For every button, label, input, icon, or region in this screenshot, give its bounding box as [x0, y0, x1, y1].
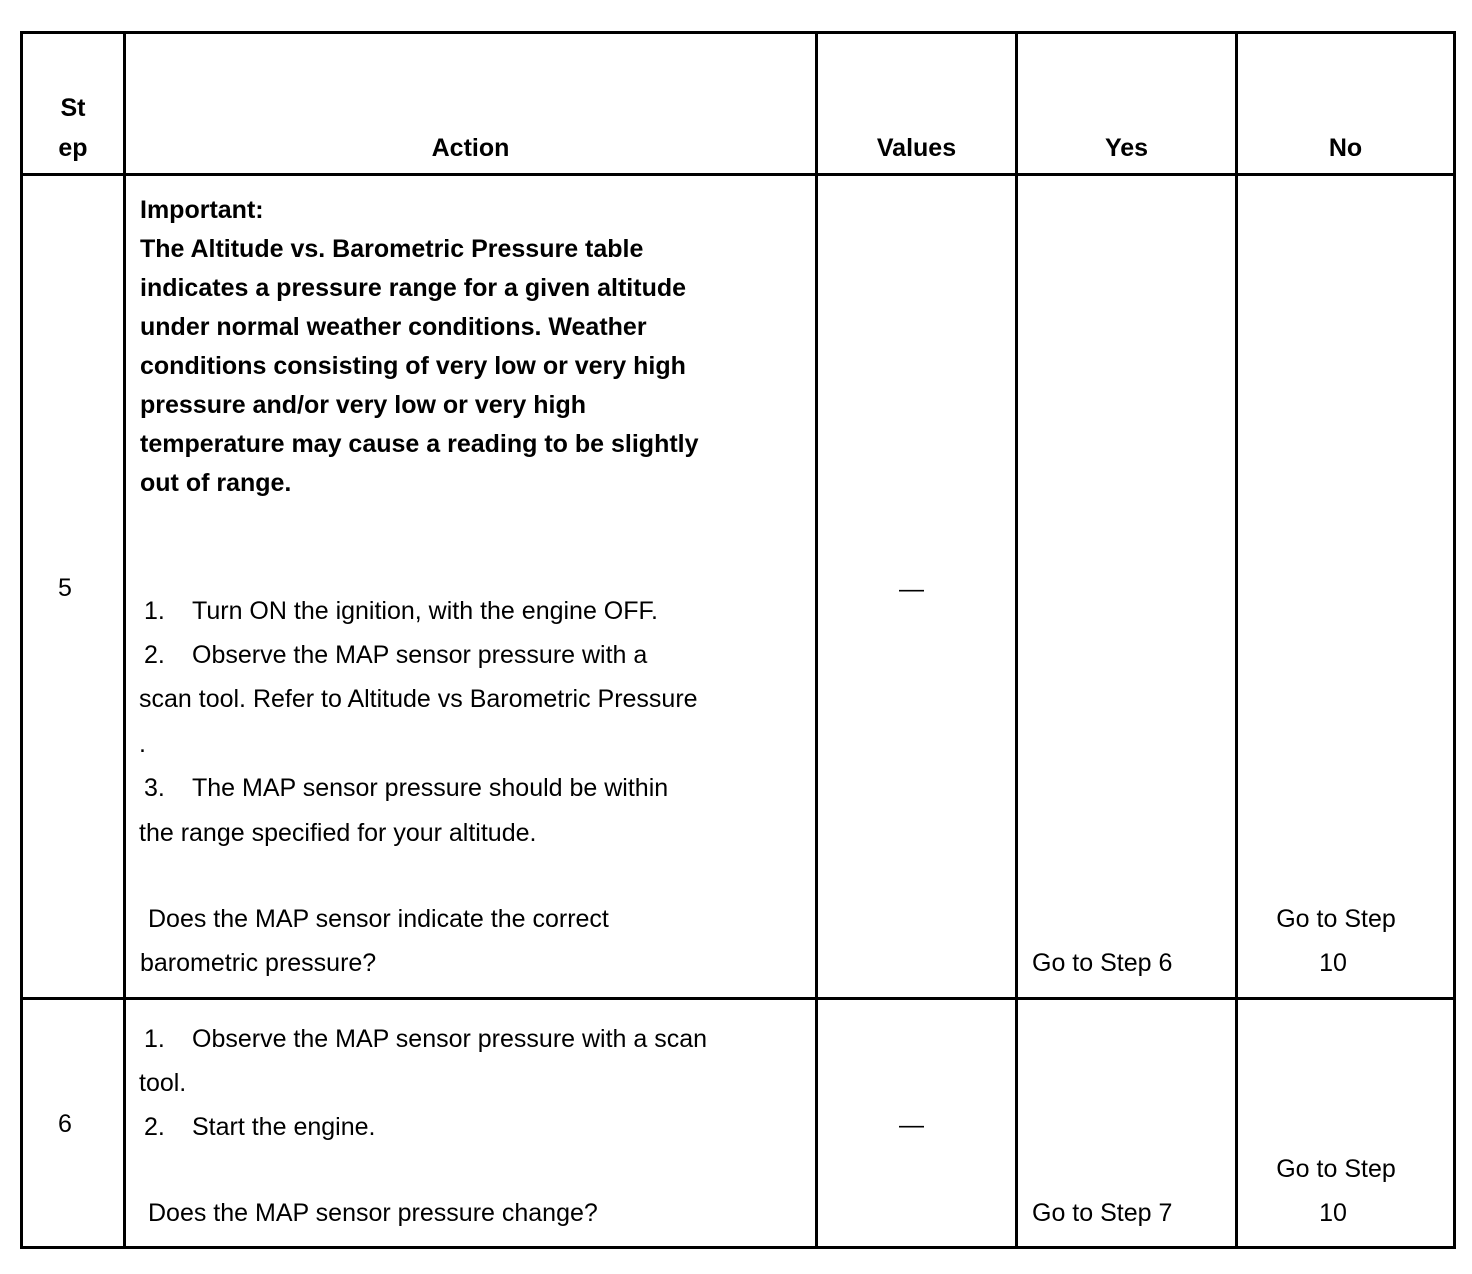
values-dash: — — [899, 575, 924, 603]
yes-goto: Go to Step 7 — [1032, 1199, 1173, 1227]
list-text: The MAP sensor pressure should be within — [192, 774, 669, 802]
no-goto-line1: Go to Step — [1276, 905, 1396, 933]
header-step — [23, 88, 123, 168]
header-step-line2: ep — [58, 134, 88, 162]
list-text: Observe the MAP sensor pressure with a — [192, 641, 648, 669]
list-item — [140, 589, 658, 633]
important-label: Important: — [140, 196, 264, 224]
values-dash: — — [899, 1111, 924, 1139]
important-line: pressure and/or very low or very high — [140, 391, 586, 419]
question-line: Does the MAP sensor indicate the correct — [148, 905, 609, 933]
column-divider — [123, 34, 126, 1246]
list-continuation: the range specified for your altitude. — [139, 819, 537, 847]
list-number: 1. — [144, 597, 165, 625]
step-number: 5 — [58, 574, 72, 602]
list-continuation: . — [139, 730, 146, 758]
list-item — [140, 766, 668, 810]
no-goto-line1: Go to Step — [1276, 1155, 1396, 1183]
important-line: out of range. — [140, 469, 292, 497]
question-line: Does the MAP sensor pressure change? — [148, 1199, 598, 1227]
list-item — [140, 633, 647, 677]
row-divider — [23, 997, 1453, 1000]
list-continuation: scan tool. Refer to Altitude vs Barometric Pressure — [139, 685, 698, 713]
list-continuation: tool. — [139, 1069, 187, 1097]
column-divider — [1015, 34, 1018, 1246]
row-divider — [23, 173, 1453, 176]
no-goto-line2: 10 — [1319, 949, 1347, 977]
header-values: Values — [876, 134, 957, 162]
list-number: 2. — [144, 641, 165, 669]
list-text: Observe the MAP sensor pressure with a scan — [192, 1025, 708, 1053]
important-line: temperature may cause a reading to be slightly — [140, 430, 699, 458]
list-text: Start the engine. — [192, 1113, 376, 1141]
list-text: Turn ON the ignition, with the engine OFF. — [192, 597, 658, 625]
column-divider — [815, 34, 818, 1246]
header-no: No — [1328, 134, 1363, 162]
list-number: 1. — [144, 1025, 165, 1053]
diagnostic-table — [20, 31, 1456, 1249]
header-yes: Yes — [1104, 134, 1149, 162]
step-number: 6 — [58, 1110, 72, 1138]
important-line: indicates a pressure range for a given altitude — [140, 274, 687, 302]
important-line: conditions consisting of very low or very high — [140, 352, 686, 380]
list-number: 3. — [144, 774, 165, 802]
list-number: 2. — [144, 1113, 165, 1141]
column-divider — [1235, 34, 1238, 1246]
important-line: The Altitude vs. Barometric Pressure table — [140, 235, 644, 263]
list-item — [140, 1105, 375, 1149]
header-step-line1: St — [60, 94, 86, 122]
no-goto-line2: 10 — [1319, 1199, 1347, 1227]
question-line: barometric pressure? — [140, 949, 377, 977]
yes-goto: Go to Step 6 — [1032, 949, 1173, 977]
header-action: Action — [431, 134, 510, 162]
important-line: under normal weather conditions. Weather — [140, 313, 647, 341]
list-item — [140, 1017, 707, 1061]
